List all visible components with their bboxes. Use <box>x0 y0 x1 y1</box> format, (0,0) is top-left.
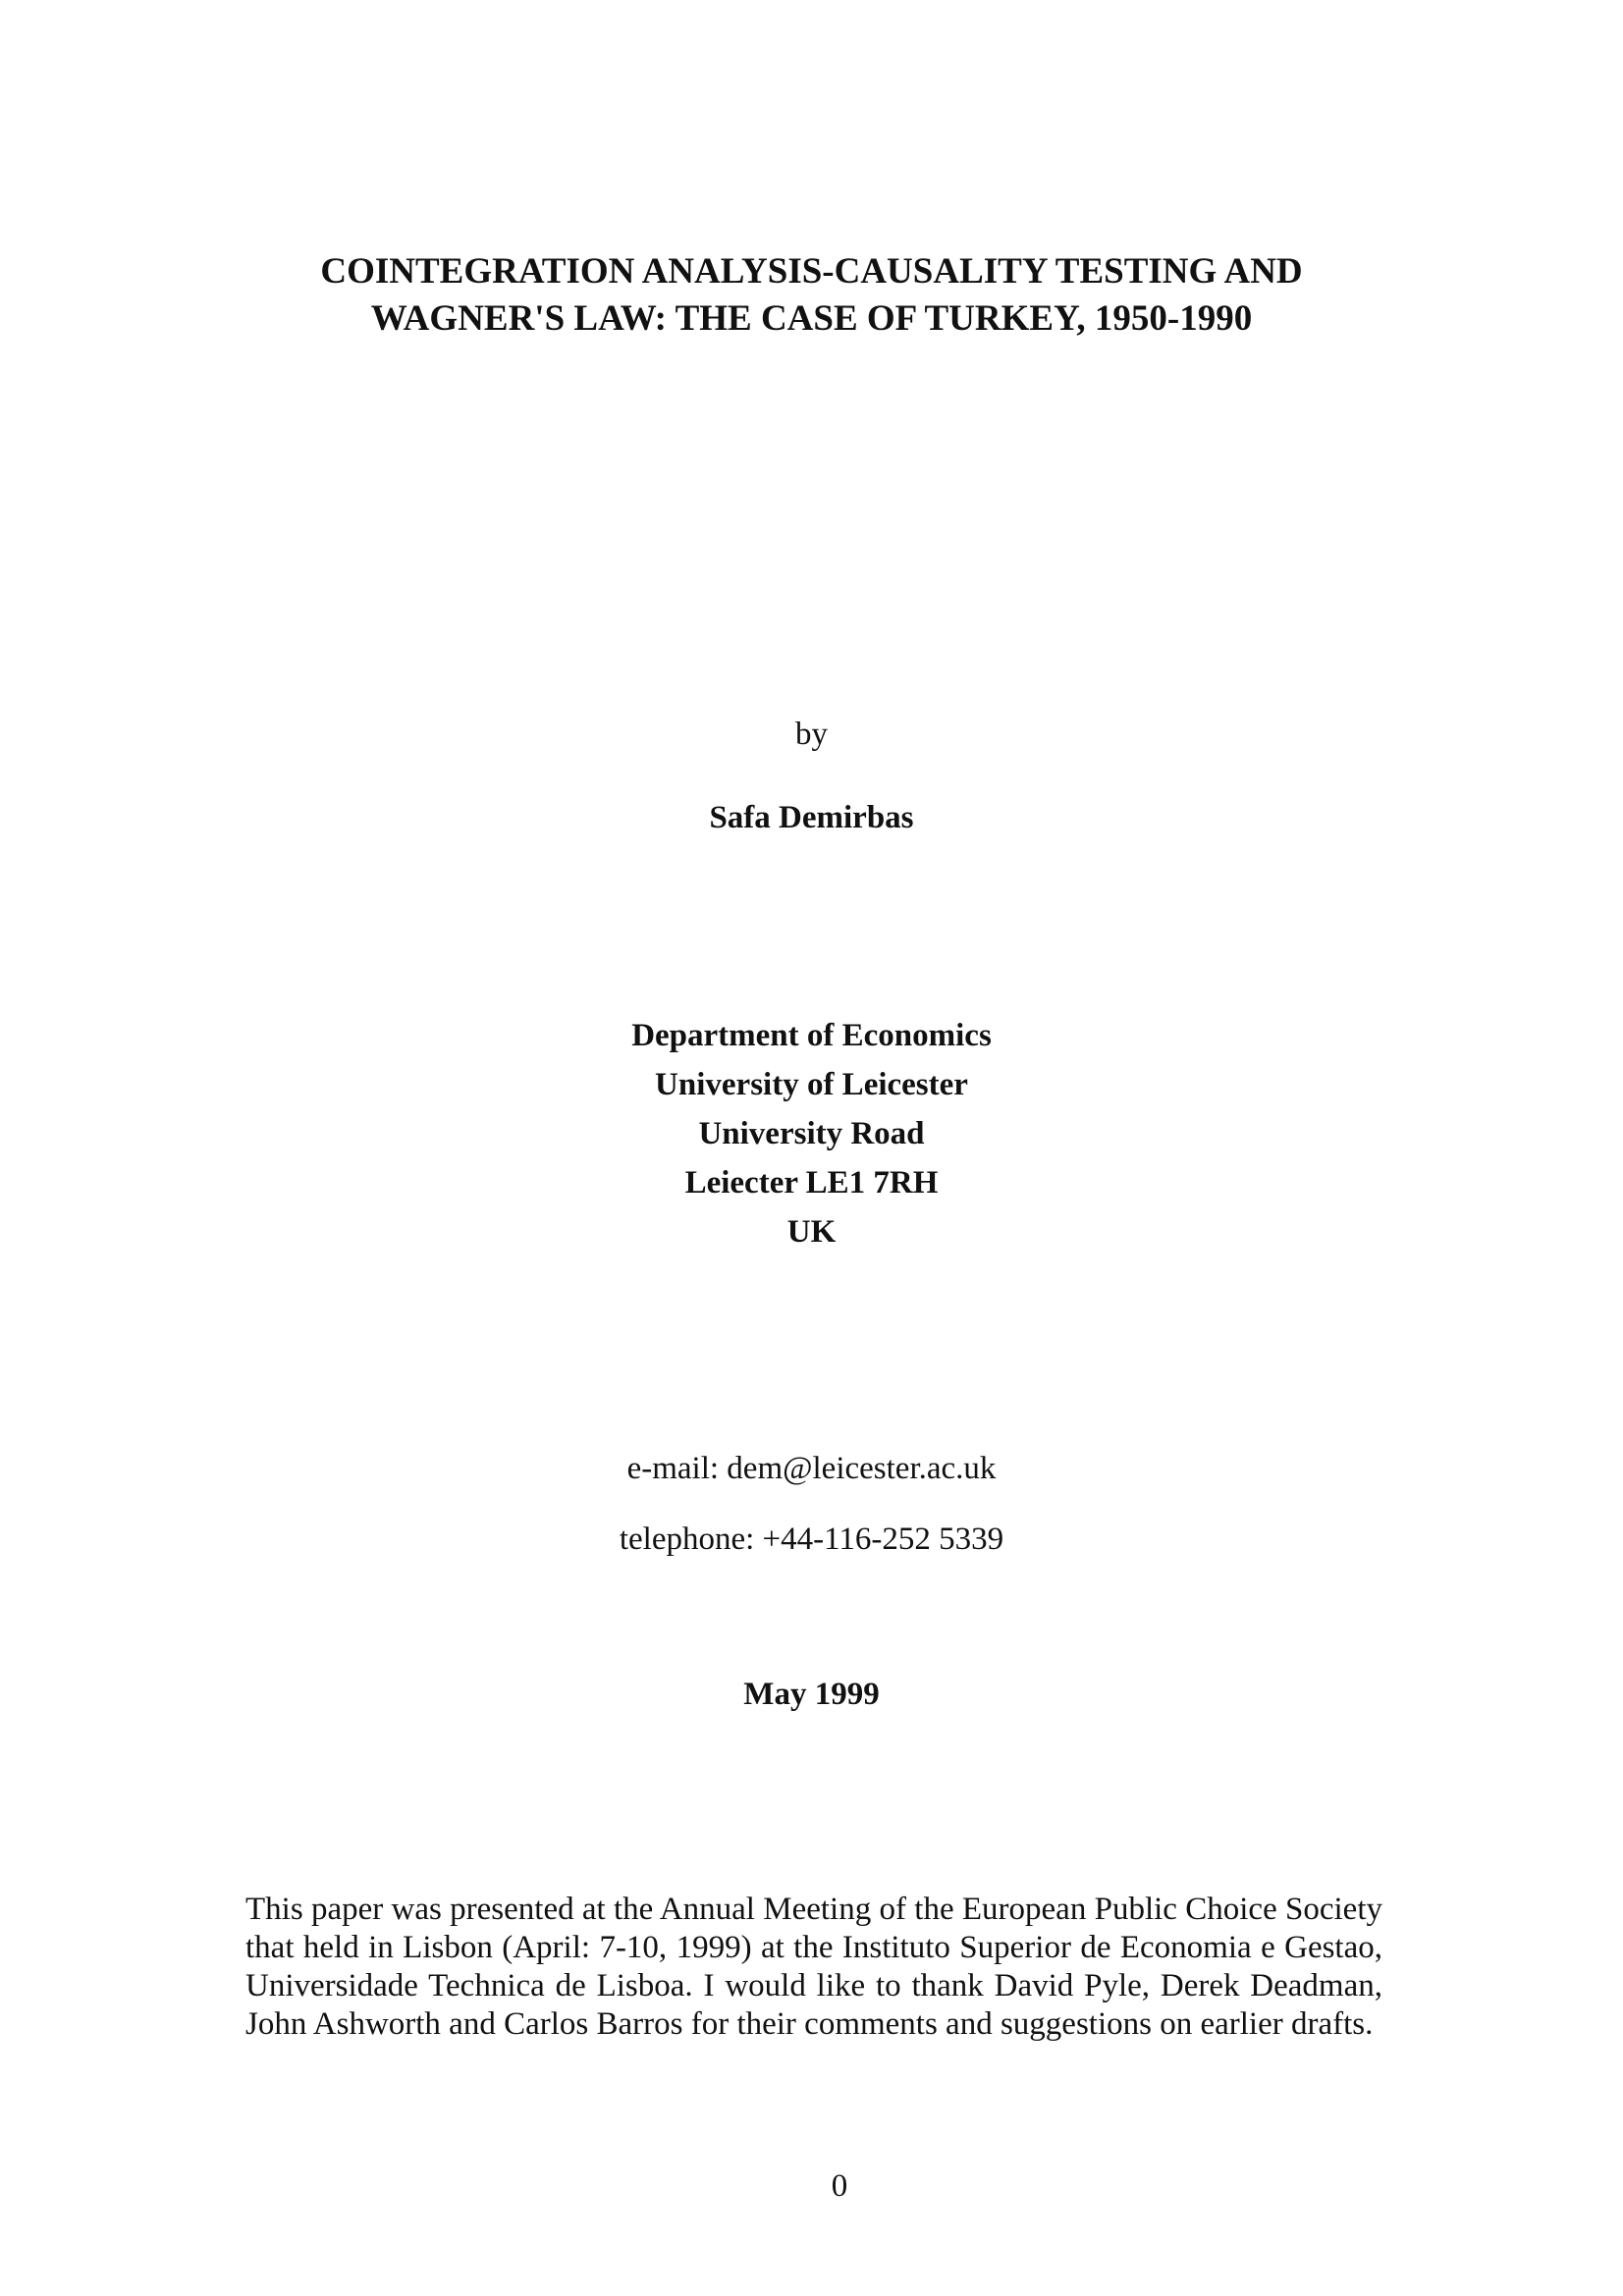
page-number: 0 <box>831 2168 848 2204</box>
address-line-road: University Road <box>698 1116 925 1151</box>
by-label: by <box>795 717 828 752</box>
author-address <box>0 1011 1623 1256</box>
author-name: Safa Demirbas <box>709 800 914 835</box>
address-line-university: University of Leicester <box>655 1067 968 1102</box>
contact-email: e-mail: dem@leicester.ac.uk <box>626 1451 997 1486</box>
address-line-country: UK <box>786 1214 837 1250</box>
paper-title-line-1: COINTEGRATION ANALYSIS-CAUSALITY TESTING AND <box>320 251 1303 292</box>
paper-title-line-2: WAGNER'S LAW: THE CASE OF TURKEY, 1950-1990 <box>370 298 1253 339</box>
paper-title <box>0 248 1623 343</box>
acknowledgement-note: This paper was presented at the Annual Meeting of the European Public Choice Society that held in Lisbon (April: 7-10, 1999) at the Instituto Superior de Economia e Gestao, Universidade Technica de Lisboa. I would like to thank David Pyle, Derek Deadman, John Ashworth and Carlos Barros for their comments and suggestions on earlier drafts. <box>245 1892 1382 2042</box>
address-line-department: Department of Economics <box>631 1018 992 1053</box>
address-line-city: Leiecter LE1 7RH <box>684 1165 939 1201</box>
paper-date: May 1999 <box>743 1677 880 1712</box>
contact-telephone: telephone: +44-116-252 5339 <box>619 1522 1004 1557</box>
